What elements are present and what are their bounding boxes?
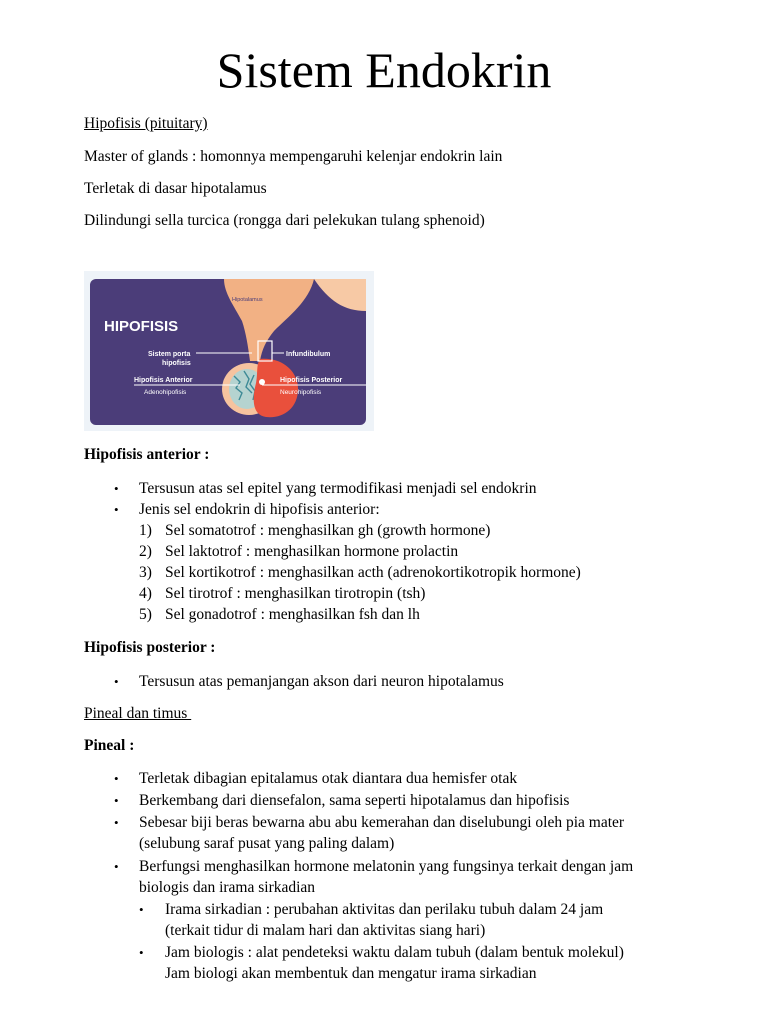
label-posterior: Hipofisis Posterior — [280, 377, 343, 384]
bullet-icon: • — [114, 481, 119, 496]
numbered-marker-1: 1) — [139, 522, 152, 539]
page-title: Sistem Endokrin — [216, 42, 552, 98]
pineal-bullet-1: Terletak dibagian epitalamus otak diantara dua hemisfer otak — [139, 770, 518, 787]
sub-bullet-icon: • — [139, 902, 144, 917]
label-sistem-porta-2: hipofisis — [162, 360, 191, 367]
numbered-item-3: Sel kortikotrof : menghasilkan acth (adrenokortikotropik hormone) — [165, 564, 581, 581]
numbered-item-2: Sel laktotrof : menghasilkan hormone prolactin — [165, 543, 459, 560]
label-adenohipofisis: Adenohipofisis — [144, 389, 187, 396]
pineal-timus-heading: Pineal dan timus — [84, 705, 192, 722]
pineal-bullet-4-line-2: biologis dan irama sirkadian — [139, 879, 316, 896]
diagram-title: HIPOFISIS — [104, 318, 179, 335]
pineal-bullet-4-line-1: Berfungsi menghasilkan hormone melatonin yang fungsinya terkait dengan jam — [139, 858, 634, 875]
hipofisis-heading: Hipofisis (pituitary) — [84, 115, 208, 132]
numbered-marker-2: 2) — [139, 543, 152, 560]
sub-bullet-2-line-2: Jam biologi akan membentuk dan mengatur irama sirkadian — [165, 965, 537, 982]
hipofisis-line-3: Dilindungi sella turcica (rongga dari pelekukan tulang sphenoid) — [84, 212, 485, 229]
pineal-bullet-2: Berkembang dari diensefalon, sama seperti hipotalamus dan hipofisis — [139, 792, 570, 809]
sub-bullet-2-line-1: Jam biologis : alat pendeteksi waktu dalam tubuh (dalam bentuk molekul) — [165, 944, 624, 961]
hipofisis-diagram-svg — [84, 271, 374, 431]
label-anterior: Hipofisis Anterior — [134, 377, 193, 384]
posterior-heading: Hipofisis posterior : — [84, 639, 216, 656]
label-hipotalamus: Hipotalamus — [232, 297, 263, 303]
label-infundibulum: Infundibulum — [286, 351, 331, 358]
bullet-icon: • — [114, 815, 119, 830]
numbered-marker-5: 5) — [139, 606, 152, 623]
label-neurohipofisis: Neurohipofisis — [280, 389, 322, 396]
sub-bullet-icon: • — [139, 945, 144, 960]
hipofisis-diagram — [84, 271, 374, 431]
anterior-heading: Hipofisis anterior : — [84, 446, 210, 463]
bullet-icon: • — [114, 859, 119, 874]
pineal-bullet-3-line-1: Sebesar biji beras bewarna abu abu kemerahan dan diselubungi oleh pia mater — [139, 814, 625, 831]
bullet-icon: • — [114, 793, 119, 808]
sub-bullet-1-line-1: Irama sirkadian : perubahan aktivitas dan perilaku tubuh dalam 24 jam — [165, 901, 604, 918]
posterior-pointer-dot — [259, 379, 265, 385]
anterior-bullet-1: Tersusun atas sel epitel yang termodifikasi menjadi sel endokrin — [139, 480, 537, 497]
hipofisis-line-1: Master of glands : homonnya mempengaruhi kelenjar endokrin lain — [84, 148, 503, 165]
bullet-icon: • — [114, 502, 119, 517]
sub-bullet-1-line-2: (terkait tidur di malam hari dan aktivitas siang hari) — [165, 922, 486, 939]
numbered-marker-3: 3) — [139, 564, 152, 581]
numbered-item-4: Sel tirotrof : menghasilkan tirotropin (tsh) — [165, 585, 426, 602]
bullet-icon: • — [114, 674, 119, 689]
posterior-bullet-1: Tersusun atas pemanjangan akson dari neuron hipotalamus — [139, 673, 504, 690]
hipofisis-line-2: Terletak di dasar hipotalamus — [84, 180, 267, 197]
numbered-item-1: Sel somatotrof : menghasilkan gh (growth hormone) — [165, 522, 491, 539]
numbered-marker-4: 4) — [139, 585, 152, 602]
numbered-item-5: Sel gonadotrof : menghasilkan fsh dan lh — [165, 606, 420, 623]
label-sistem-porta-1: Sistem porta — [148, 351, 191, 358]
bullet-icon: • — [114, 771, 119, 786]
pineal-bullet-3-line-2: (selubung saraf pusat yang paling dalam) — [139, 835, 395, 852]
pineal-heading: Pineal : — [84, 737, 135, 754]
anterior-bullet-2: Jenis sel endokrin di hipofisis anterior: — [139, 501, 380, 518]
